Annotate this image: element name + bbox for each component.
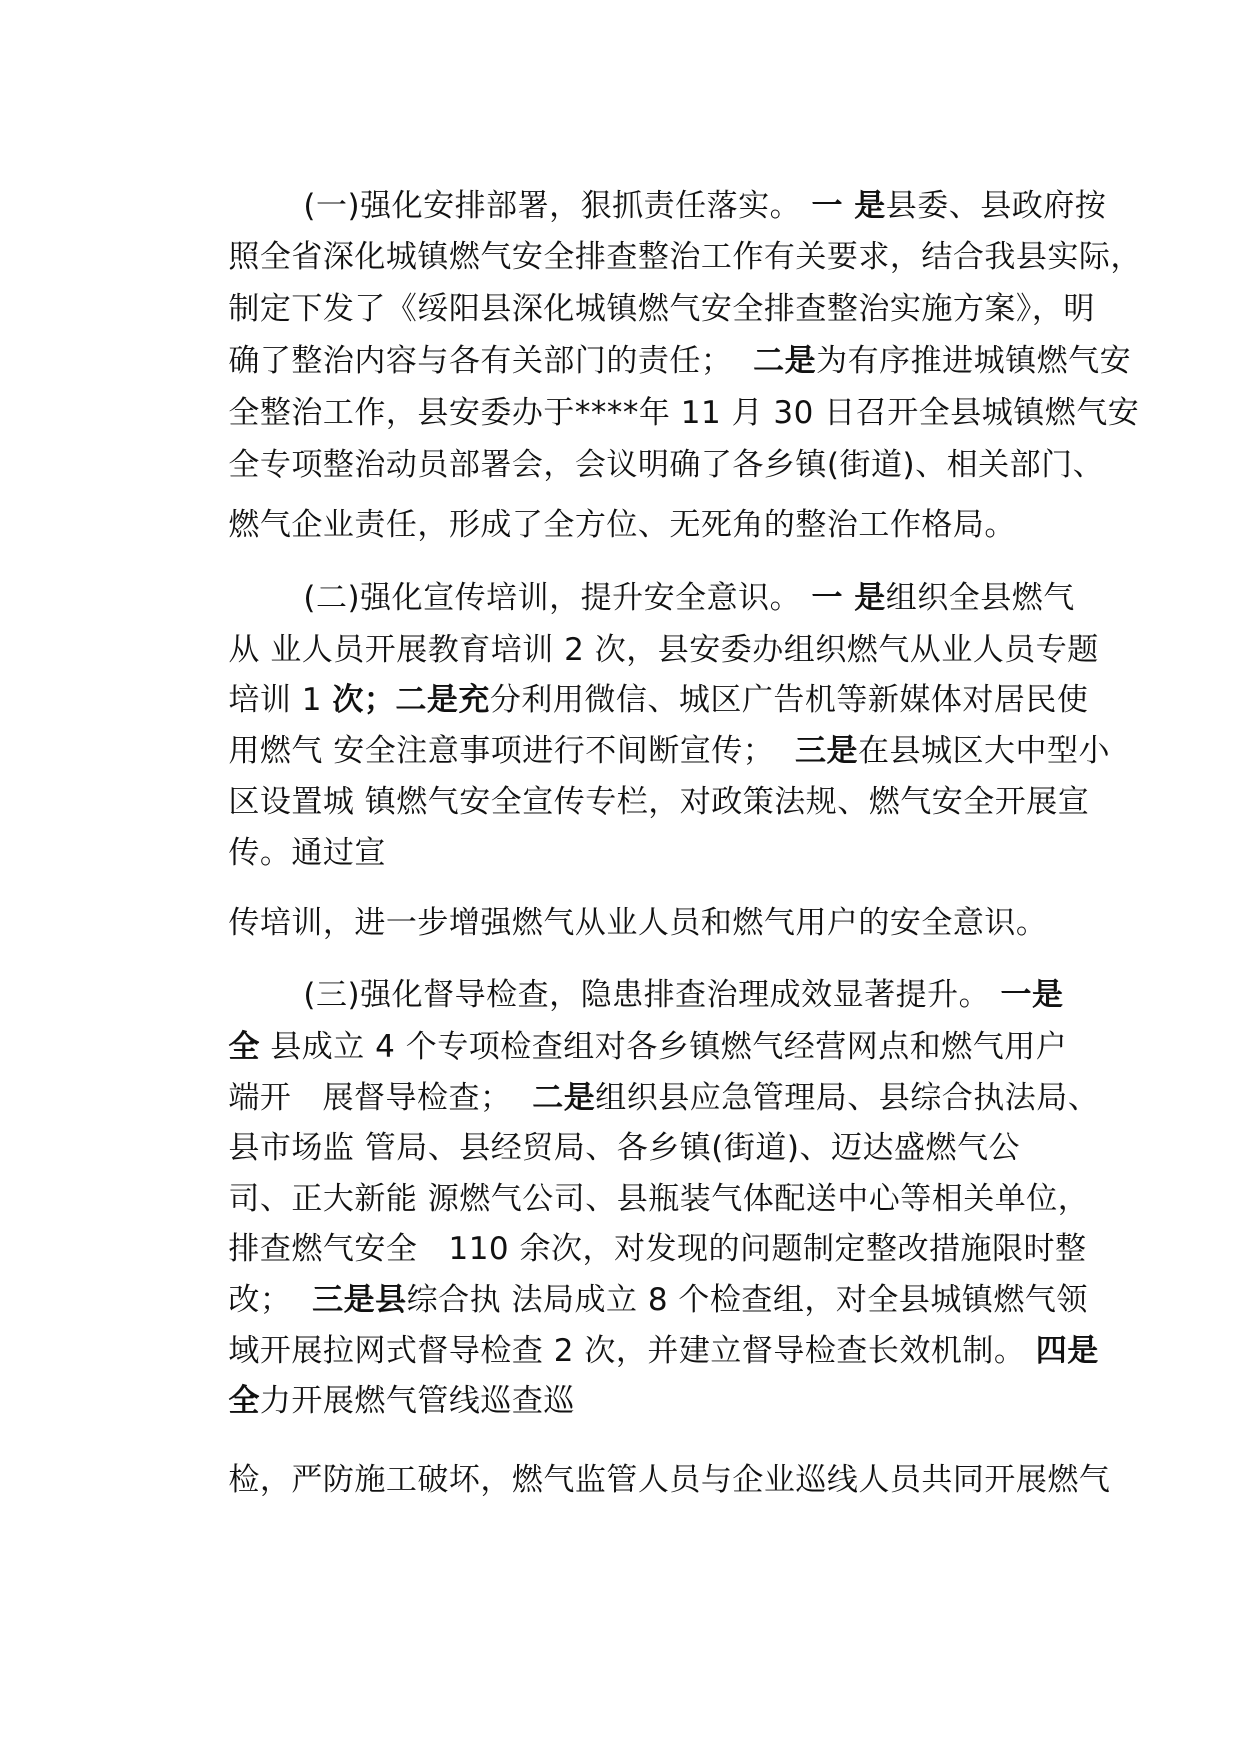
text-segment: 排查燃气安全 110 余次，对发现的问题制定整改措施限时整 bbox=[228, 1231, 1087, 1267]
text-segment: 力开展燃气管线巡查巡 bbox=[259, 1383, 575, 1419]
text-segment: 综合执 法局成立 8 个检查组，对全县城镇燃气领 bbox=[406, 1282, 1088, 1318]
text-segment: 传培训，进一步增强燃气从业人员和燃气用户的安全意识。 bbox=[228, 905, 1048, 941]
text-segment: 组织全县燃气 bbox=[885, 580, 1075, 616]
text-segment: 传。通过宣 bbox=[228, 835, 386, 871]
text-segment-bold: 一 是 bbox=[811, 188, 886, 224]
text-segment-bold: 次；二是充 bbox=[332, 682, 490, 718]
text-segment: 用燃气 安全注意事项进行不间断宣传； bbox=[228, 733, 795, 769]
text-segment-bold: 一是 bbox=[1000, 977, 1064, 1013]
text-segment-bold: 二是 bbox=[753, 343, 817, 379]
text-segment: 确了整治内容与各有关部门的责任； bbox=[228, 343, 754, 379]
text-segment: 县委、县政府按 bbox=[885, 188, 1107, 224]
text-segment: 燃气企业责任，形成了全方位、无死角的整治工作格局。 bbox=[228, 507, 1016, 543]
text-segment: (一)强化安排部署，狠抓责任落实。 bbox=[303, 188, 812, 224]
text-segment: 改； bbox=[228, 1282, 313, 1318]
text-line bbox=[187, 1420, 1111, 1540]
text-segment: 区设置城 镇燃气安全宣传专栏，对政策法规、燃气安全开展宣 bbox=[228, 784, 1090, 820]
text-segment: 县市场监 管局、县经贸局、各乡镇(街道)、迈达盛燃气公 bbox=[228, 1130, 1020, 1166]
text-segment: 在县城区大中型小 bbox=[857, 733, 1110, 769]
text-segment: 检，严防施工破坏，燃气监管人员与企业巡线人员共同开展燃气 bbox=[228, 1462, 1111, 1498]
text-segment: 分利用微信、城区广告机等新媒体对居民使 bbox=[489, 682, 1089, 718]
text-segment-bold: 一 是 bbox=[811, 580, 886, 616]
text-segment: 培训 1 bbox=[228, 682, 333, 718]
text-segment-bold: 全 bbox=[228, 1383, 260, 1419]
text-segment: (二)强化宣传培训，提升安全意识。 bbox=[303, 580, 812, 616]
text-segment: 全整治工作，县安委办于****年 11 月 30 日召开全县城镇燃气安 bbox=[228, 395, 1140, 431]
text-segment-bold: 四是 bbox=[1035, 1333, 1099, 1369]
text-segment: 域开展拉网式督导检查 2 次，并建立督导检查长效机制。 bbox=[228, 1333, 1036, 1369]
text-segment: 照全省深化城镇燃气安全排查整治工作有关要求，结合我县实际， bbox=[228, 239, 1142, 275]
text-segment-bold: 三是 bbox=[794, 733, 858, 769]
text-segment: (三)强化督导检查，隐患排查治理成效显著提升。 bbox=[303, 977, 1001, 1013]
text-segment: 县成立 4 个专项检查组对各乡镇燃气经营网点和燃气用户 bbox=[259, 1029, 1068, 1065]
text-segment: 组织县应急管理局、县综合执法局、 bbox=[595, 1080, 1100, 1116]
text-segment: 从 业人员开展教育培训 2 次，县安委办组织燃气从业人员专题 bbox=[228, 632, 1099, 668]
text-segment-bold: 三是县 bbox=[312, 1282, 407, 1318]
text-segment: 制定下发了《绥阳县深化城镇燃气安全排查整治实施方案》，明 bbox=[228, 291, 1095, 327]
text-segment: 端开 展督导检查； bbox=[228, 1080, 533, 1116]
text-segment-bold: 二是 bbox=[532, 1080, 596, 1116]
text-segment-bold: 全 bbox=[228, 1029, 260, 1065]
text-segment: 全专项整治动员部署会，会议明确了各乡镇(街道)、相关部门、 bbox=[228, 447, 1105, 483]
text-segment: 为有序推进城镇燃气安 bbox=[816, 343, 1132, 379]
text-segment: 司、正大新能 源燃气公司、县瓶装气体配送中心等相关单位， bbox=[228, 1181, 1090, 1217]
